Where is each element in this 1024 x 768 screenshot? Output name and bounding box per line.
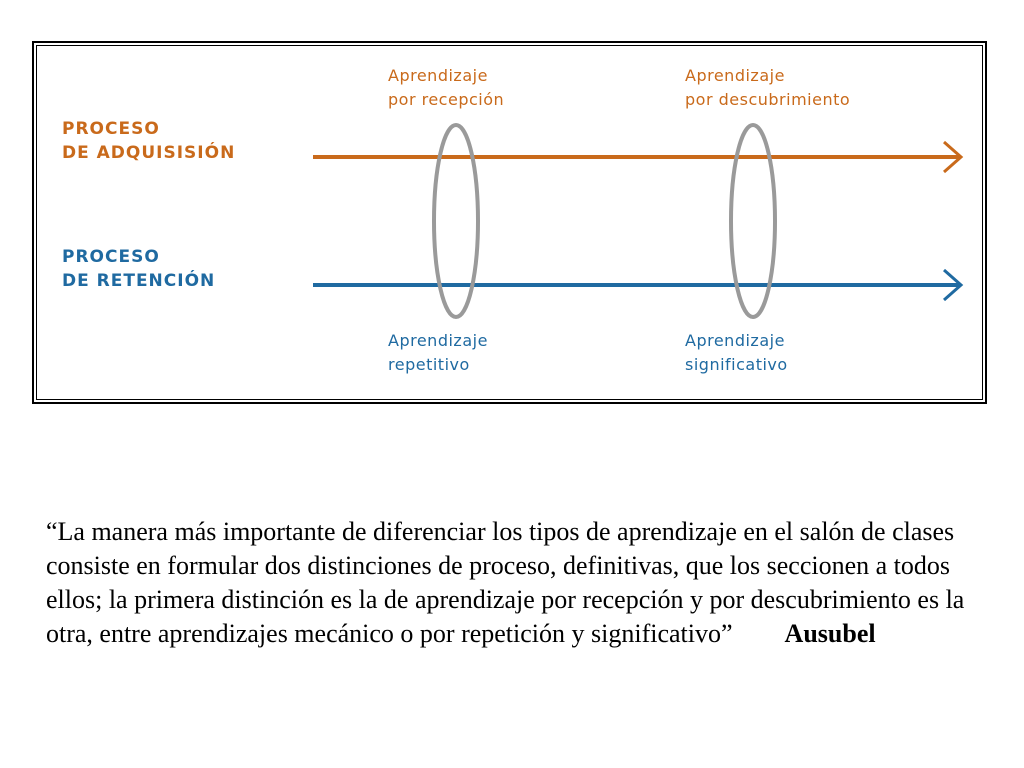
meaningful-line1: Aprendizaje <box>685 331 785 350</box>
discovery-line1: Aprendizaje <box>685 66 785 85</box>
discovery-line2: por descubrimiento <box>685 90 851 109</box>
quote-author: Ausubel <box>784 619 876 648</box>
ellipse-right <box>731 125 775 317</box>
reception-line1: Aprendizaje <box>388 66 488 85</box>
quote-text: “La manera más importante de diferenciar los tipos de aprendizaje en el salón de clases consiste en formular dos distinciones de proceso, definitivas, que los seccionen a todos ellos; la primera distinción es la de aprendizaje por recepción y por descubrimiento es la otra, entre aprendizajes mecánico o por repetición y significativo” <box>46 517 965 648</box>
meaningful-line2: significativo <box>685 355 788 374</box>
repetitive-learning-label <box>388 329 488 377</box>
meaningful-learning-label <box>685 329 788 377</box>
reception-line2: por recepción <box>388 90 505 109</box>
reception-learning-label <box>388 64 504 112</box>
ausubel-quote <box>46 515 976 651</box>
ellipse-left <box>434 125 478 317</box>
acquisition-process-label: PROCESO DE ADQUISISIÓN <box>62 119 236 163</box>
retention-process-label: PROCESO DE RETENCIÓN <box>62 247 216 291</box>
repetitive-line1: Aprendizaje <box>388 331 488 350</box>
discovery-learning-label <box>685 64 850 112</box>
repetitive-line2: repetitivo <box>388 355 470 374</box>
